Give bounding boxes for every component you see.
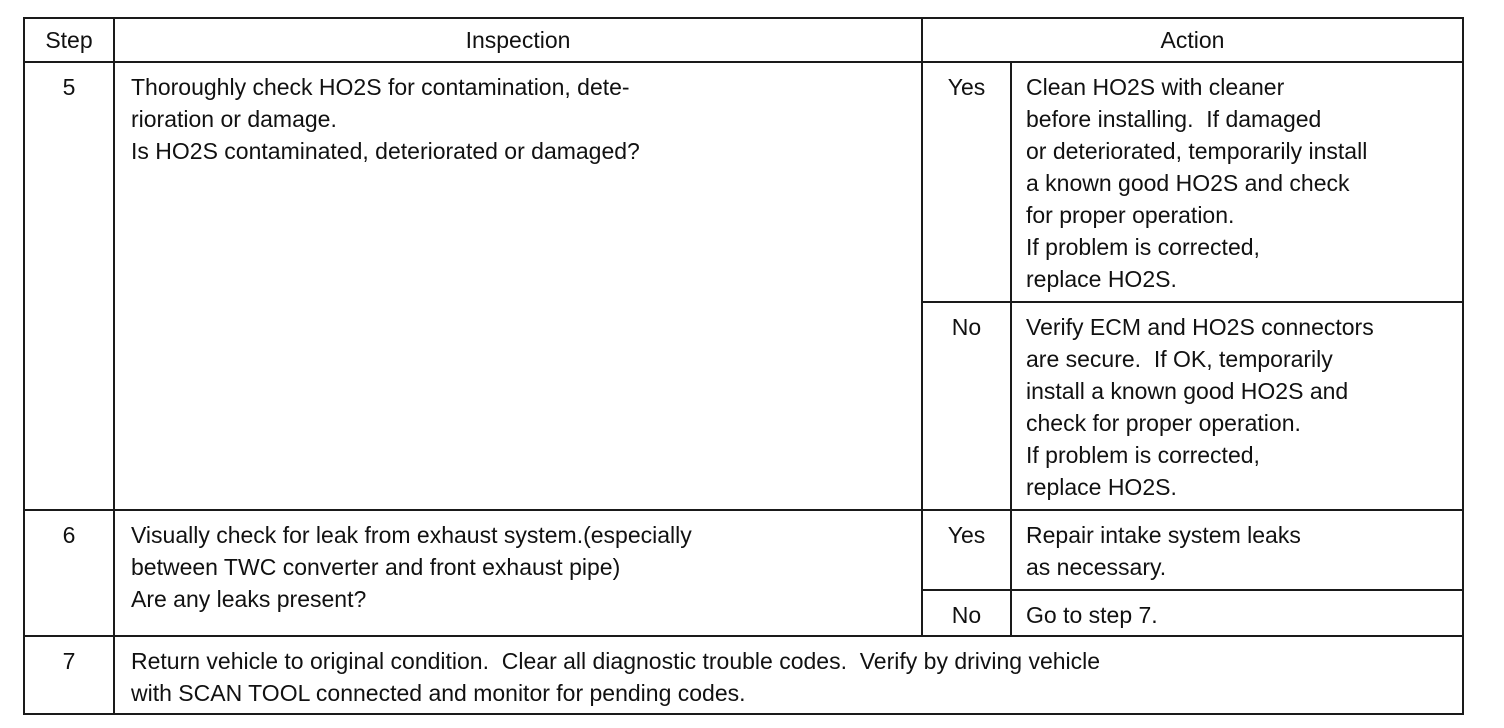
step-7-text [114,636,1463,714]
step-5-no-label: No [922,302,1011,510]
step-6-inspection-line: Are any leaks present? [131,586,367,612]
step-5-yes-row [24,62,1463,302]
header-action: Action [922,18,1463,62]
step-5-inspection [114,62,922,510]
action-line: a known good HO2S and check [1026,170,1350,196]
header-step: Step [24,18,114,62]
step-7-row [24,636,1463,714]
action-line: Clean HO2S with cleaner [1026,74,1285,100]
action-line: or deteriorated, temporarily install [1026,138,1368,164]
step-6-yes-label: Yes [922,510,1011,590]
action-line: for proper operation. [1026,202,1235,228]
diagnostic-table [23,17,1464,715]
step-5-no-action [1011,302,1463,510]
action-line: Go to step 7. [1026,602,1158,628]
step-6-number: 6 [24,510,114,636]
header-inspection: Inspection [114,18,922,62]
step-5-inspection-line: Thoroughly check HO2S for contamination, dete- [131,74,630,100]
action-line: check for proper operation. [1026,410,1301,436]
action-line: Verify ECM and HO2S connectors [1026,314,1374,340]
step-5-inspection-line: Is HO2S contaminated, deteriorated or damaged? [131,138,640,164]
step-6-inspection-line: between TWC converter and front exhaust pipe) [131,554,621,580]
step-6-yes-row [24,510,1463,590]
action-line: If problem is corrected, [1026,234,1260,260]
action-line: install a known good HO2S and [1026,378,1349,404]
step-7-number: 7 [24,636,114,714]
step-7-text-line: Return vehicle to original condition. Clear all diagnostic trouble codes. Verify by driving vehicle [131,648,1101,674]
action-line: replace HO2S. [1026,474,1177,500]
step-6-inspection-line: Visually check for leak from exhaust system.(especially [131,522,692,548]
action-line: are secure. If OK, temporarily [1026,346,1333,372]
step-6-no-label: No [922,590,1011,636]
action-line: If problem is corrected, [1026,442,1260,468]
action-line: as necessary. [1026,554,1167,580]
header-row [24,18,1463,62]
step-6-no-action [1011,590,1463,636]
action-line: Repair intake system leaks [1026,522,1301,548]
step-6-inspection [114,510,922,636]
action-line: replace HO2S. [1026,266,1177,292]
action-line: before installing. If damaged [1026,106,1322,132]
step-7-text-line: with SCAN TOOL connected and monitor for pending codes. [131,680,746,706]
step-5-yes-action [1011,62,1463,302]
step-6-yes-action [1011,510,1463,590]
step-5-yes-label: Yes [922,62,1011,302]
step-5-number: 5 [24,62,114,510]
step-5-inspection-line: rioration or damage. [131,106,337,132]
